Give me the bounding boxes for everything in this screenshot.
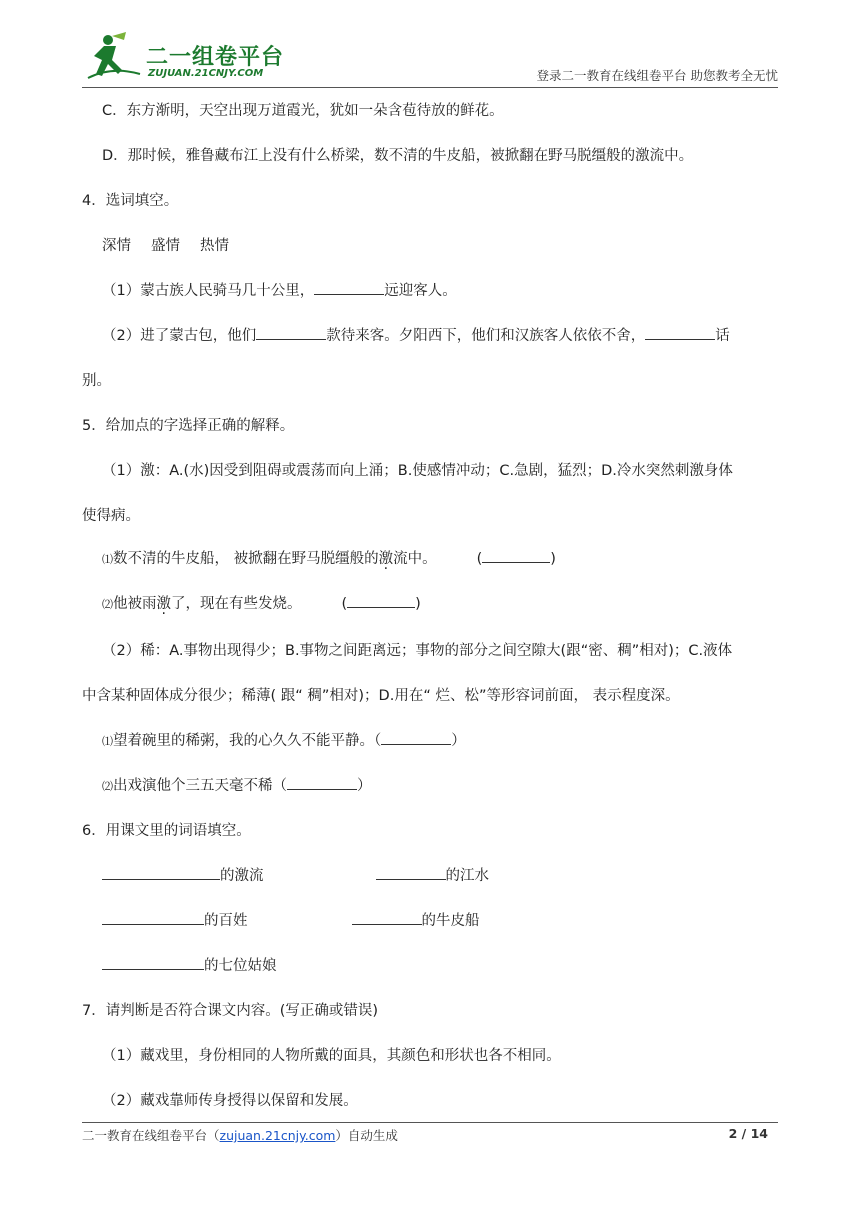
q5-part2-definitions-cont: 中含某种固体成分很少；稀薄( 跟“ 稠”相对)；D.用在“ 烂、松”等形容词前面， 表示程度深。: [82, 688, 680, 704]
paren: ）: [357, 778, 372, 794]
paren: ）: [451, 733, 466, 749]
paren: (: [476, 551, 483, 567]
footer-text: 二一教育在线组卷平台（: [82, 1128, 220, 1143]
answer-blank[interactable]: [287, 775, 357, 790]
q6-phrase: 的七位姑娘: [204, 958, 277, 974]
q5-part1-definitions-cont: 使得病。: [82, 508, 140, 524]
answer-blank[interactable]: [352, 910, 422, 925]
q4-s2-text-end: 话: [715, 328, 730, 344]
q5-part1-item1: [102, 548, 556, 571]
q5-part2-definitions: （2）稀：A.事物出现得少；B.事物之间距离远；事物的部分之间空隙大(跟“密、稠”相对)；C.液体: [102, 643, 733, 659]
item-text-end: 了，现在有些发烧。: [171, 596, 302, 612]
q5-part1-item2: [102, 593, 421, 616]
q4-word: 深情: [102, 238, 131, 254]
header-divider: [82, 87, 778, 88]
item-text: 出戏演他个三五天毫不稀（: [113, 778, 287, 794]
q4-s2-text-mid: 款待来客。夕阳西下，他们和汉族客人依依不舍，: [326, 328, 646, 344]
answer-blank[interactable]: [381, 730, 451, 745]
answer-blank[interactable]: [314, 280, 384, 295]
q6-row-2: [102, 910, 480, 932]
q4-title: 4．选词填空。: [82, 193, 179, 209]
running-man-logo-icon: [82, 30, 144, 84]
answer-blank[interactable]: [102, 865, 220, 880]
paren: ): [415, 596, 421, 612]
answer-blank[interactable]: [482, 548, 550, 563]
logo-chinese-text: 二一组卷平台: [146, 45, 285, 70]
item-number: ⑴: [102, 735, 113, 748]
footer-source: [82, 1126, 398, 1144]
q4-sentence-2: [102, 325, 730, 347]
q5-part2-item1: [102, 730, 466, 753]
answer-blank[interactable]: [645, 325, 715, 340]
q4-word-list: [102, 235, 229, 257]
site-logo[interactable]: [82, 30, 292, 88]
paren: ): [550, 551, 556, 567]
q7-title: 7．请判断是否符合课文内容。(写正确或错误): [82, 1003, 379, 1019]
q4-sentence-1: [102, 280, 457, 302]
q5-part2-item2: [102, 775, 372, 798]
item-text-end: 流中。: [393, 551, 437, 567]
q5-part1-definitions: （1）激：A.(水)因受到阻碍或震荡而向上涌；B.使感情冲动；C.急剧，猛烈；D.冷水突然刺激身体: [102, 463, 733, 479]
item-text: 望着碗里的稀粥，我的心久久不能平静。（: [113, 733, 382, 749]
paren: (: [341, 596, 348, 612]
q3-option-d: D．那时候，雅鲁藏布江上没有什么桥梁，数不清的牛皮船，被掀翻在野马脱缰般的激流中。: [102, 148, 694, 164]
q6-phrase: 的江水: [445, 868, 489, 884]
q6-phrase: 的百姓: [204, 913, 248, 929]
footer-text-end: ）自动生成: [335, 1128, 398, 1143]
item-number: ⑵: [102, 780, 113, 793]
item-text: 数不清的牛皮船， 被掀翻在野马脱缰般的: [113, 551, 379, 567]
item-text: 他被雨: [113, 596, 157, 612]
q4-word: 热情: [200, 238, 229, 254]
answer-blank[interactable]: [376, 865, 446, 880]
dotted-char: 激: [378, 551, 394, 567]
dotted-char: 激: [156, 596, 171, 612]
q6-title: 6．用课文里的词语填空。: [82, 823, 251, 839]
q4-s2-text: （2）进了蒙古包，他们: [102, 328, 257, 344]
header-slogan[interactable]: 登录二一教育在线组卷平台 助您教考全无忧: [536, 68, 778, 83]
q4-sentence-2-cont: 别。: [82, 373, 111, 389]
q6-phrase: 的激流: [220, 868, 264, 884]
q7-statement-2: （2）藏戏靠师传身授得以保留和发展。: [102, 1093, 358, 1109]
q7-statement-1: （1）藏戏里，身份相同的人物所戴的面具，其颜色和形状也各不相同。: [102, 1048, 561, 1064]
item-number: ⑵: [102, 598, 113, 611]
answer-blank[interactable]: [102, 955, 204, 970]
q3-option-c: C．东方渐明，天空出现万道霞光，犹如一朵含苞待放的鲜花。: [102, 103, 504, 119]
answer-blank[interactable]: [256, 325, 326, 340]
q4-s1-text-end: 远迎客人。: [384, 283, 457, 299]
logo-english-text: ZUJUAN.21CNJY.COM: [148, 68, 264, 79]
page-header: [0, 0, 860, 90]
answer-blank[interactable]: [102, 910, 204, 925]
page-number: 2 / 14: [728, 1126, 768, 1141]
q5-title: 5．给加点的字选择正确的解释。: [82, 418, 295, 434]
q4-word: 盛情: [151, 238, 180, 254]
q6-phrase: 的牛皮船: [421, 913, 480, 929]
q4-s1-text: （1）蒙古族人民骑马几十公里，: [102, 283, 315, 299]
footer-link[interactable]: zujuan.21cnjy.com: [219, 1128, 336, 1143]
footer-divider: [82, 1122, 778, 1123]
q6-row-1: [102, 865, 489, 887]
item-number: ⑴: [102, 553, 113, 566]
answer-blank[interactable]: [347, 593, 415, 608]
q6-row-3: [102, 955, 277, 977]
